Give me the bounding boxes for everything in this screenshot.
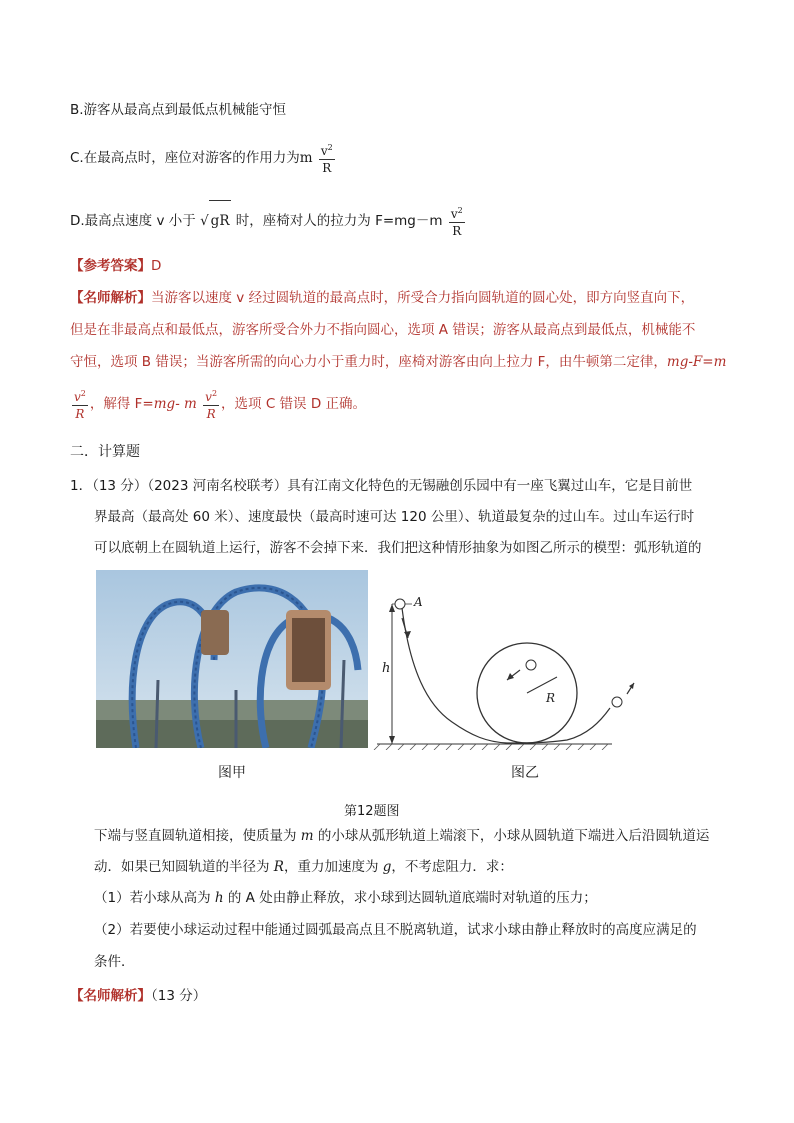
option-d: D.最高点速度 v 小于 √ gR 时，座椅对人的拉力为 F=mg－m $\frac{v^2}{R}$: [70, 200, 467, 241]
option-c-text: C.在最高点时，座位对游客的作用力为: [70, 150, 300, 166]
roller-coaster-photo: [96, 570, 368, 748]
option-c-fraction: $\frac{v^2}{R}$: [319, 140, 335, 176]
reference-answer: 【参考答案】D: [70, 258, 162, 274]
question-1: （1）若小球从高为 h 的 A 处由静止释放，求小球到达圆轨道底端时对轨道的压力；: [94, 890, 597, 906]
section-heading: 二．计算题: [70, 444, 140, 460]
final-analysis-heading: 【名师解析】（13 分）: [70, 988, 207, 1004]
figure-title: 第12题图: [344, 804, 400, 819]
caption-left: 图甲: [218, 765, 246, 781]
option-c: [70, 138, 337, 178]
analysis-line-1: 【名师解析】当游客以速度 v 经过圆轨道的最高点时，所受合力指向圆轨道的圆心处，即方向竖直向下，: [70, 290, 695, 306]
problem-line-2: 界最高（最高处 60 米）、速度最快（最高时速可达 120 公里）、轨道最复杂的过山车。过山车运行时: [94, 509, 695, 525]
problem-line-5: 动．如果已知圆轨道的半径为 R，重力加速度为 g，不考虑阻力．求：: [94, 859, 513, 875]
label-A: A: [414, 595, 423, 609]
option-d-fraction: $\frac{v^2}{R}$: [449, 203, 465, 239]
problem-line-4: 下端与竖直圆轨道相接，使质量为 m 的小球从弧形轨道上端滚下，小球从圆轨道下端进入后沿圆轨道运: [94, 828, 710, 844]
question-2: （2）若要使小球运动过程中能通过圆弧最高点且不脱离轨道，试求小球由静止释放时的高度应满足的: [94, 922, 697, 938]
analysis-line-4: $\frac{v^2}{R}$ ，解得 F=mg- m $\frac{v^2}{R}$ ，选项 C 错误 D 正确。: [70, 384, 366, 424]
analysis-line-2: 但是在非最高点和最低点，游客所受合外力不指向圆心，选项 A 错误；游客从最高点到最低点，机械能不: [70, 322, 696, 338]
label-R: R: [546, 691, 556, 705]
problem-line-1: 1．（13 分）（2023 河南名校联考）具有江南文化特色的无锡融创乐园中有一座飞翼过山车，它是目前世: [70, 478, 693, 494]
problem-line-3: 可以底朝上在圆轨道上运行，游客不会掉下来．我们把这种情形抽象为如图乙所示的模型：弧形轨道的: [94, 540, 702, 556]
option-c-coef: m: [299, 150, 313, 166]
analysis-fraction-1: $\frac{v^2}{R}$: [72, 386, 88, 422]
loop-track-diagram: [372, 590, 642, 754]
analysis-fraction-2: $\frac{v^2}{R}$: [203, 386, 219, 422]
label-h: h: [382, 661, 391, 676]
option-b: B.游客从最高点到最低点机械能守恒: [70, 102, 287, 118]
analysis-line-3: 守恒，选项 B 错误；当游客所需的向心力小于重力时，座椅对游客由向上拉力 F，由牛顿第二定律，mg-F=m: [70, 354, 727, 370]
question-2-cont: 条件．: [94, 954, 135, 970]
option-d-sqrt: gR: [209, 200, 232, 241]
caption-right: 图乙: [511, 765, 539, 781]
